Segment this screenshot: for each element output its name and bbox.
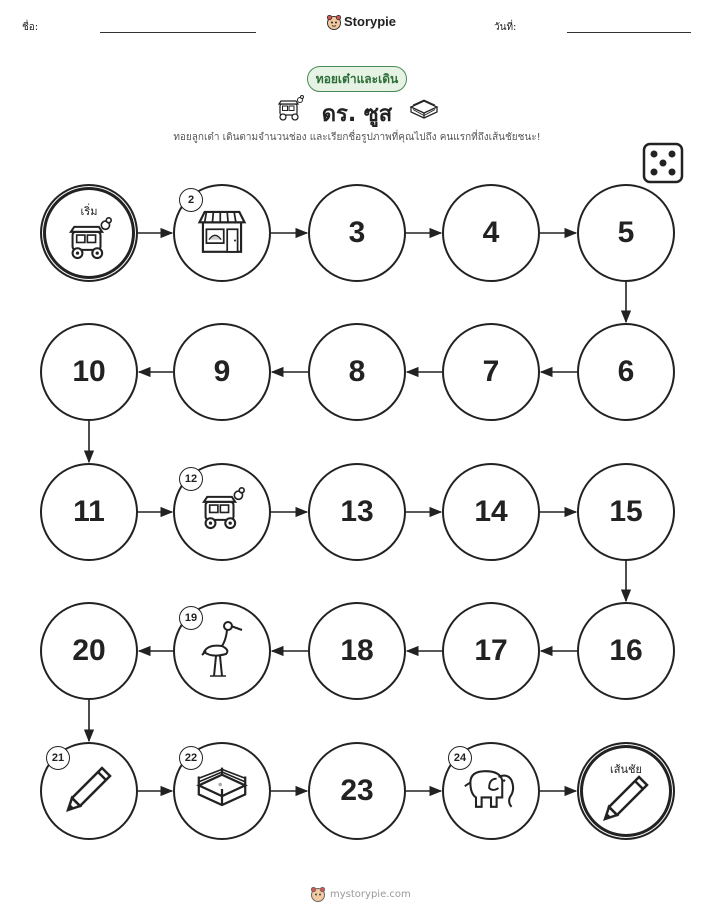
board-space-2[interactable] [173,184,271,282]
space-number: 15 [609,495,643,528]
board-space-3[interactable] [308,184,406,282]
space-number-badge: 2 [179,188,203,212]
finish-label: เส้นชัย [610,763,642,776]
boxing-ring-icon [193,764,251,818]
space-number-badge: 24 [448,746,472,770]
board-space-21[interactable] [40,742,138,840]
elephant-icon [461,765,521,817]
space-number: 18 [340,634,374,667]
instructions-text: ทอยลูกเต๋า เดินตามจำนวนช่อง และเรียกชื่อรูปภาพที่คุณไปถึง คนแรกที่ถึงเส้นชัยชนะ! [173,132,541,143]
board-space-24[interactable] [442,742,540,840]
board-space-7[interactable] [442,323,540,421]
space-number: 16 [609,634,643,667]
board-space-6[interactable] [577,323,675,421]
board-space-5[interactable] [577,184,675,282]
finish-space[interactable] [577,742,675,840]
space-number: 3 [348,216,366,249]
board-space-10[interactable] [40,323,138,421]
game-type-badge: ทอยเต๋าและเดิน [307,66,407,92]
board-space-22[interactable] [173,742,271,840]
footer-logo-icon [310,886,326,902]
stork-icon [200,618,244,684]
board-space-18[interactable] [308,602,406,700]
board-space-17[interactable] [442,602,540,700]
start-label: เริ่ม [80,205,98,218]
space-number: 5 [617,216,635,249]
board-space-8[interactable] [308,323,406,421]
board-space-16[interactable] [577,602,675,700]
space-number: 8 [348,355,366,388]
footer-url[interactable]: mystorypie.com [330,889,411,900]
space-number: 13 [340,495,374,528]
space-number: 4 [482,216,500,249]
board-space-4[interactable] [442,184,540,282]
space-number: 6 [617,355,635,388]
board-space-11[interactable] [40,463,138,561]
space-number: 20 [72,634,106,667]
board-space-14[interactable] [442,463,540,561]
space-number-badge: 22 [179,746,203,770]
board-space-23[interactable] [308,742,406,840]
tuk-tuk-icon [63,217,115,267]
space-number: 7 [482,355,500,388]
space-number: 17 [474,634,508,667]
name-label: ชื่อ: [22,22,39,33]
brand-name: Storypie [344,14,397,29]
board-space-12[interactable] [173,463,271,561]
board-space-19[interactable] [173,602,271,700]
game-title: ดร. ซูส [321,102,393,127]
pencil-icon [64,764,114,818]
pencil-icon [601,773,651,827]
space-number-badge: 21 [46,746,70,770]
board-space-9[interactable] [173,323,271,421]
date-label: วันที่: [494,22,517,33]
space-number-badge: 12 [179,467,203,491]
space-number-badge: 19 [179,606,203,630]
board-space-15[interactable] [577,463,675,561]
start-space[interactable] [40,184,138,282]
space-number: 9 [213,355,231,388]
shop-icon [196,205,248,261]
tuk-tuk-icon [196,487,248,537]
space-number: 11 [73,495,105,528]
board-space-13[interactable] [308,463,406,561]
space-number: 10 [72,355,106,388]
board-space-20[interactable] [40,602,138,700]
space-number: 14 [474,495,508,528]
space-number: 23 [340,774,374,807]
